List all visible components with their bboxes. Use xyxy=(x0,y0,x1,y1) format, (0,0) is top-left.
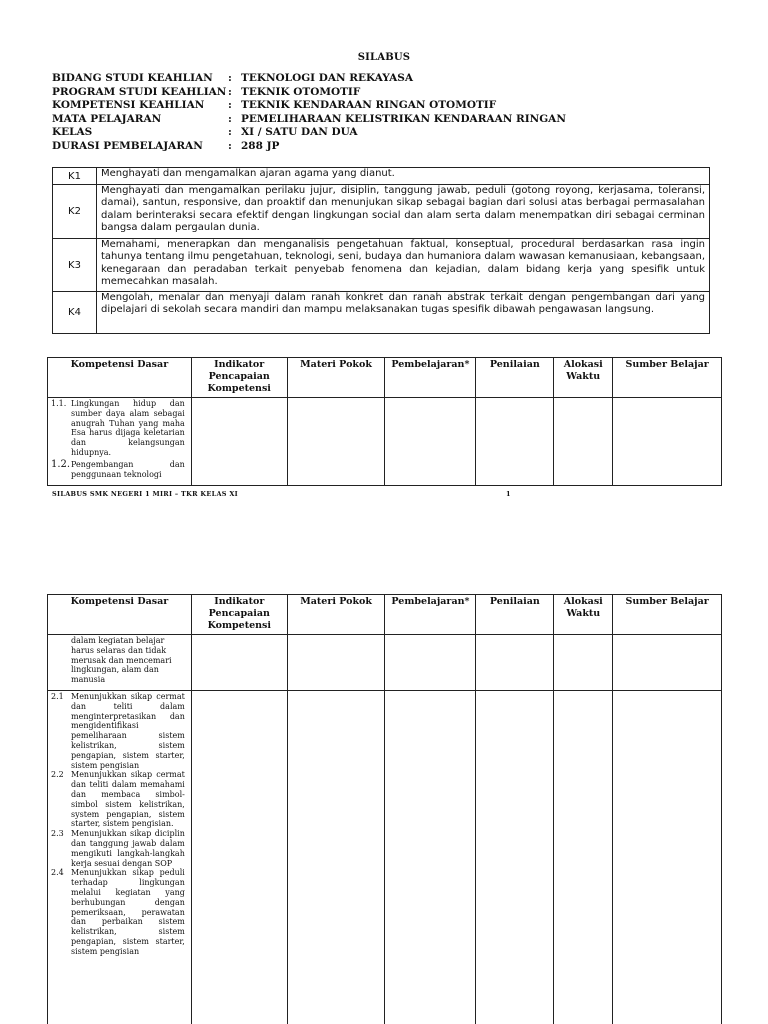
kd-number: 2.1 xyxy=(51,692,64,701)
col-header-penilaian: Penilaian xyxy=(476,358,554,398)
meta-key: KOMPETENSI KEAHLIAN xyxy=(52,99,205,112)
header-row xyxy=(48,358,722,398)
kd-text: Menunjukkan sikap diciplin dan tanggung jawab dalam mengikuti langkah-langkah kerja sesuai dengan SOP xyxy=(71,829,185,868)
empty-cell xyxy=(191,691,287,1024)
core-competency-table xyxy=(52,167,710,334)
table-row xyxy=(53,168,710,185)
empty-cell xyxy=(385,691,476,1024)
empty-cell xyxy=(476,398,554,486)
col-header-kompetensi-dasar: Kompetensi Dasar xyxy=(48,358,192,398)
footer-text: SILABUS SMK NEGERI 1 MIRI – TKR KELAS XI xyxy=(52,490,239,498)
empty-cell xyxy=(554,398,613,486)
kd-continued-text: dalam kegiatan belajar harus selaras dan tidak merusak dan mencemari lingkungan, alam dan manusia xyxy=(71,636,172,685)
kd-item xyxy=(51,770,191,829)
meta-key: PROGRAM STUDI KEAHLIAN xyxy=(52,85,227,98)
meta-key: MATA PELAJARAN xyxy=(52,112,162,125)
meta-value: TEKNIK KENDARAAN RINGAN OTOMOTIF xyxy=(241,99,497,112)
ki-text: Menghayati dan mengamalkan perilaku jujur, disiplin, tanggung jawab, peduli (gotong royong, kerjasama, toleransi, damai), santun, responsive, dan proaktif dan menunjukan sikap sebagai bagian dari solusi atas berbagai permasalahan dalam berinteraksi secara efektif dengan lingkungan social dan alam serta dalam menempatkan diri sebagai cerminan bangsa dalam pergaulan dunia. xyxy=(97,185,710,239)
col-header-materi-pokok: Materi Pokok xyxy=(287,595,385,635)
kd-number: 2.2 xyxy=(51,770,64,780)
empty-cell xyxy=(191,398,287,486)
empty-cell xyxy=(287,691,385,1024)
empty-cell xyxy=(554,691,613,1024)
empty-cell xyxy=(385,635,476,691)
ki-code: K2 xyxy=(53,185,97,239)
table-row xyxy=(48,691,722,1024)
empty-cell xyxy=(476,691,554,1024)
col-header-materi-pokok: Materi Pokok xyxy=(287,358,385,398)
col-header-alokasi-waktu: Alokasi Waktu xyxy=(554,358,613,398)
kd-text: Lingkungan hidup dan sumber daya alam sebagai anugrah Tuhan yang maha Esa harus dijaga keletarian dan kelangsungan hidupnya. xyxy=(71,399,185,457)
empty-cell xyxy=(613,635,722,691)
table-row xyxy=(53,239,710,292)
syllabus-table-page-1 xyxy=(47,357,722,486)
meta-key: DURASI PEMBELAJARAN xyxy=(52,139,203,152)
empty-cell xyxy=(191,635,287,691)
kd-text: Menunjukkan sikap cermat dan teliti dalam menginterpretasikan dan mengidentifikasi pemeliharaan sistem kelistrikan, sistem pengapian, sistem starter, sistem pengisian xyxy=(71,692,185,770)
meta-row xyxy=(52,113,566,127)
table-row xyxy=(48,398,722,486)
empty-cell xyxy=(613,691,722,1024)
meta-row xyxy=(52,140,566,154)
meta-value: 288 JP xyxy=(241,139,280,152)
meta-row xyxy=(52,86,566,100)
meta-value: TEKNOLOGI DAN REKAYASA xyxy=(241,72,414,84)
empty-cell xyxy=(554,635,613,691)
document-title: SILABUS xyxy=(357,52,411,63)
col-header-pembelajaran: Pembelajaran* xyxy=(385,595,476,635)
header-row xyxy=(48,595,722,635)
syllabus-metadata xyxy=(52,72,566,154)
meta-colon: : xyxy=(228,126,232,139)
empty-cell xyxy=(476,635,554,691)
page-number: 1 xyxy=(506,490,511,498)
empty-cell xyxy=(287,635,385,691)
kd-cell xyxy=(48,398,192,486)
kd-text: Menunjukkan sikap peduli terhadap lingkungan melalui kegiatan yang berhubungan dengan pemeriksaan, perawatan dan perbaikan sistem kelistrikan, sistem pengapian, sistem starter, sistem pengisian xyxy=(71,868,185,956)
empty-cell xyxy=(287,398,385,486)
kd-number: 2.3 xyxy=(51,829,64,839)
ki-code: K1 xyxy=(53,168,97,185)
col-header-penilaian: Penilaian xyxy=(476,595,554,635)
meta-colon: : xyxy=(228,139,232,152)
kd-text: Menunjukkan sikap cermat dan teliti dalam memahami dan membaca simbol-simbol sistem kelistrikan, system pengapian, sistem starter, sistem pengisian. xyxy=(71,770,185,829)
col-header-indikator: Indikator Pencapaian Kompetensi xyxy=(191,358,287,398)
table-row xyxy=(48,635,722,691)
kd-number: 1.1. xyxy=(51,399,67,408)
meta-key: BIDANG STUDI KEAHLIAN xyxy=(52,72,213,84)
meta-colon: : xyxy=(228,112,232,125)
col-header-sumber-belajar: Sumber Belajar xyxy=(613,595,722,635)
meta-colon: : xyxy=(228,72,232,84)
col-header-indikator: Indikator Pencapaian Kompetensi xyxy=(191,595,287,635)
meta-row xyxy=(52,126,566,140)
kd-item xyxy=(51,399,191,458)
ki-text: Mengolah, menalar dan menyaji dalam ranah konkret dan ranah abstrak terkait dengan pengembangan dari yang dipelajari di sekolah secara mandiri dan mampu melaksanakan tugas spesifik dibawah pengawasan langsung. xyxy=(97,292,710,334)
kd-item xyxy=(51,829,191,868)
kd-item xyxy=(51,460,191,480)
col-header-sumber-belajar: Sumber Belajar xyxy=(613,358,722,398)
empty-cell xyxy=(613,398,722,486)
meta-row xyxy=(52,99,566,113)
table-row xyxy=(53,292,710,334)
kd-text: Pengembangan dan penggunaan teknologi xyxy=(71,459,185,479)
kd-item xyxy=(51,692,191,770)
ki-text: Menghayati dan mengamalkan ajaran agama yang dianut. xyxy=(97,168,710,185)
col-header-pembelajaran: Pembelajaran* xyxy=(385,358,476,398)
kd-cell xyxy=(48,635,192,691)
kd-item xyxy=(51,868,191,956)
ki-text: Memahami, menerapkan dan menganalisis pengetahuan faktual, konseptual, procedural berdasarkan rasa ingin tahunya tentang ilmu pengetahuan, teknologi, seni, budaya dan humaniora dalam wawasan kemanusiaan, kebangsaan, kenegaraan dan peradaban terkait penyebab fenomena dan kejadian, dalam bidang kerja yang spesifik untuk memecahkan masalah. xyxy=(97,239,710,292)
meta-colon: : xyxy=(228,99,232,112)
kd-number: 2.4 xyxy=(51,868,64,878)
meta-value: PEMELIHARAAN KELISTRIKAN KENDARAAN RINGAN xyxy=(241,112,566,125)
table-row xyxy=(53,185,710,239)
meta-key: KELAS xyxy=(52,126,93,139)
meta-row xyxy=(52,72,566,86)
page-footer xyxy=(52,490,712,498)
col-header-kompetensi-dasar: Kompetensi Dasar xyxy=(48,595,192,635)
meta-colon: : xyxy=(228,85,232,98)
meta-value: XI / SATU DAN DUA xyxy=(241,126,358,139)
kd-number: 1.2. xyxy=(51,458,71,470)
empty-cell xyxy=(385,398,476,486)
kd-cell xyxy=(48,691,192,1024)
col-header-alokasi-waktu: Alokasi Waktu xyxy=(554,595,613,635)
syllabus-table-page-2 xyxy=(47,594,722,1024)
ki-code: K4 xyxy=(53,292,97,334)
meta-value: TEKNIK OTOMOTIF xyxy=(241,85,361,98)
ki-code: K3 xyxy=(53,239,97,292)
